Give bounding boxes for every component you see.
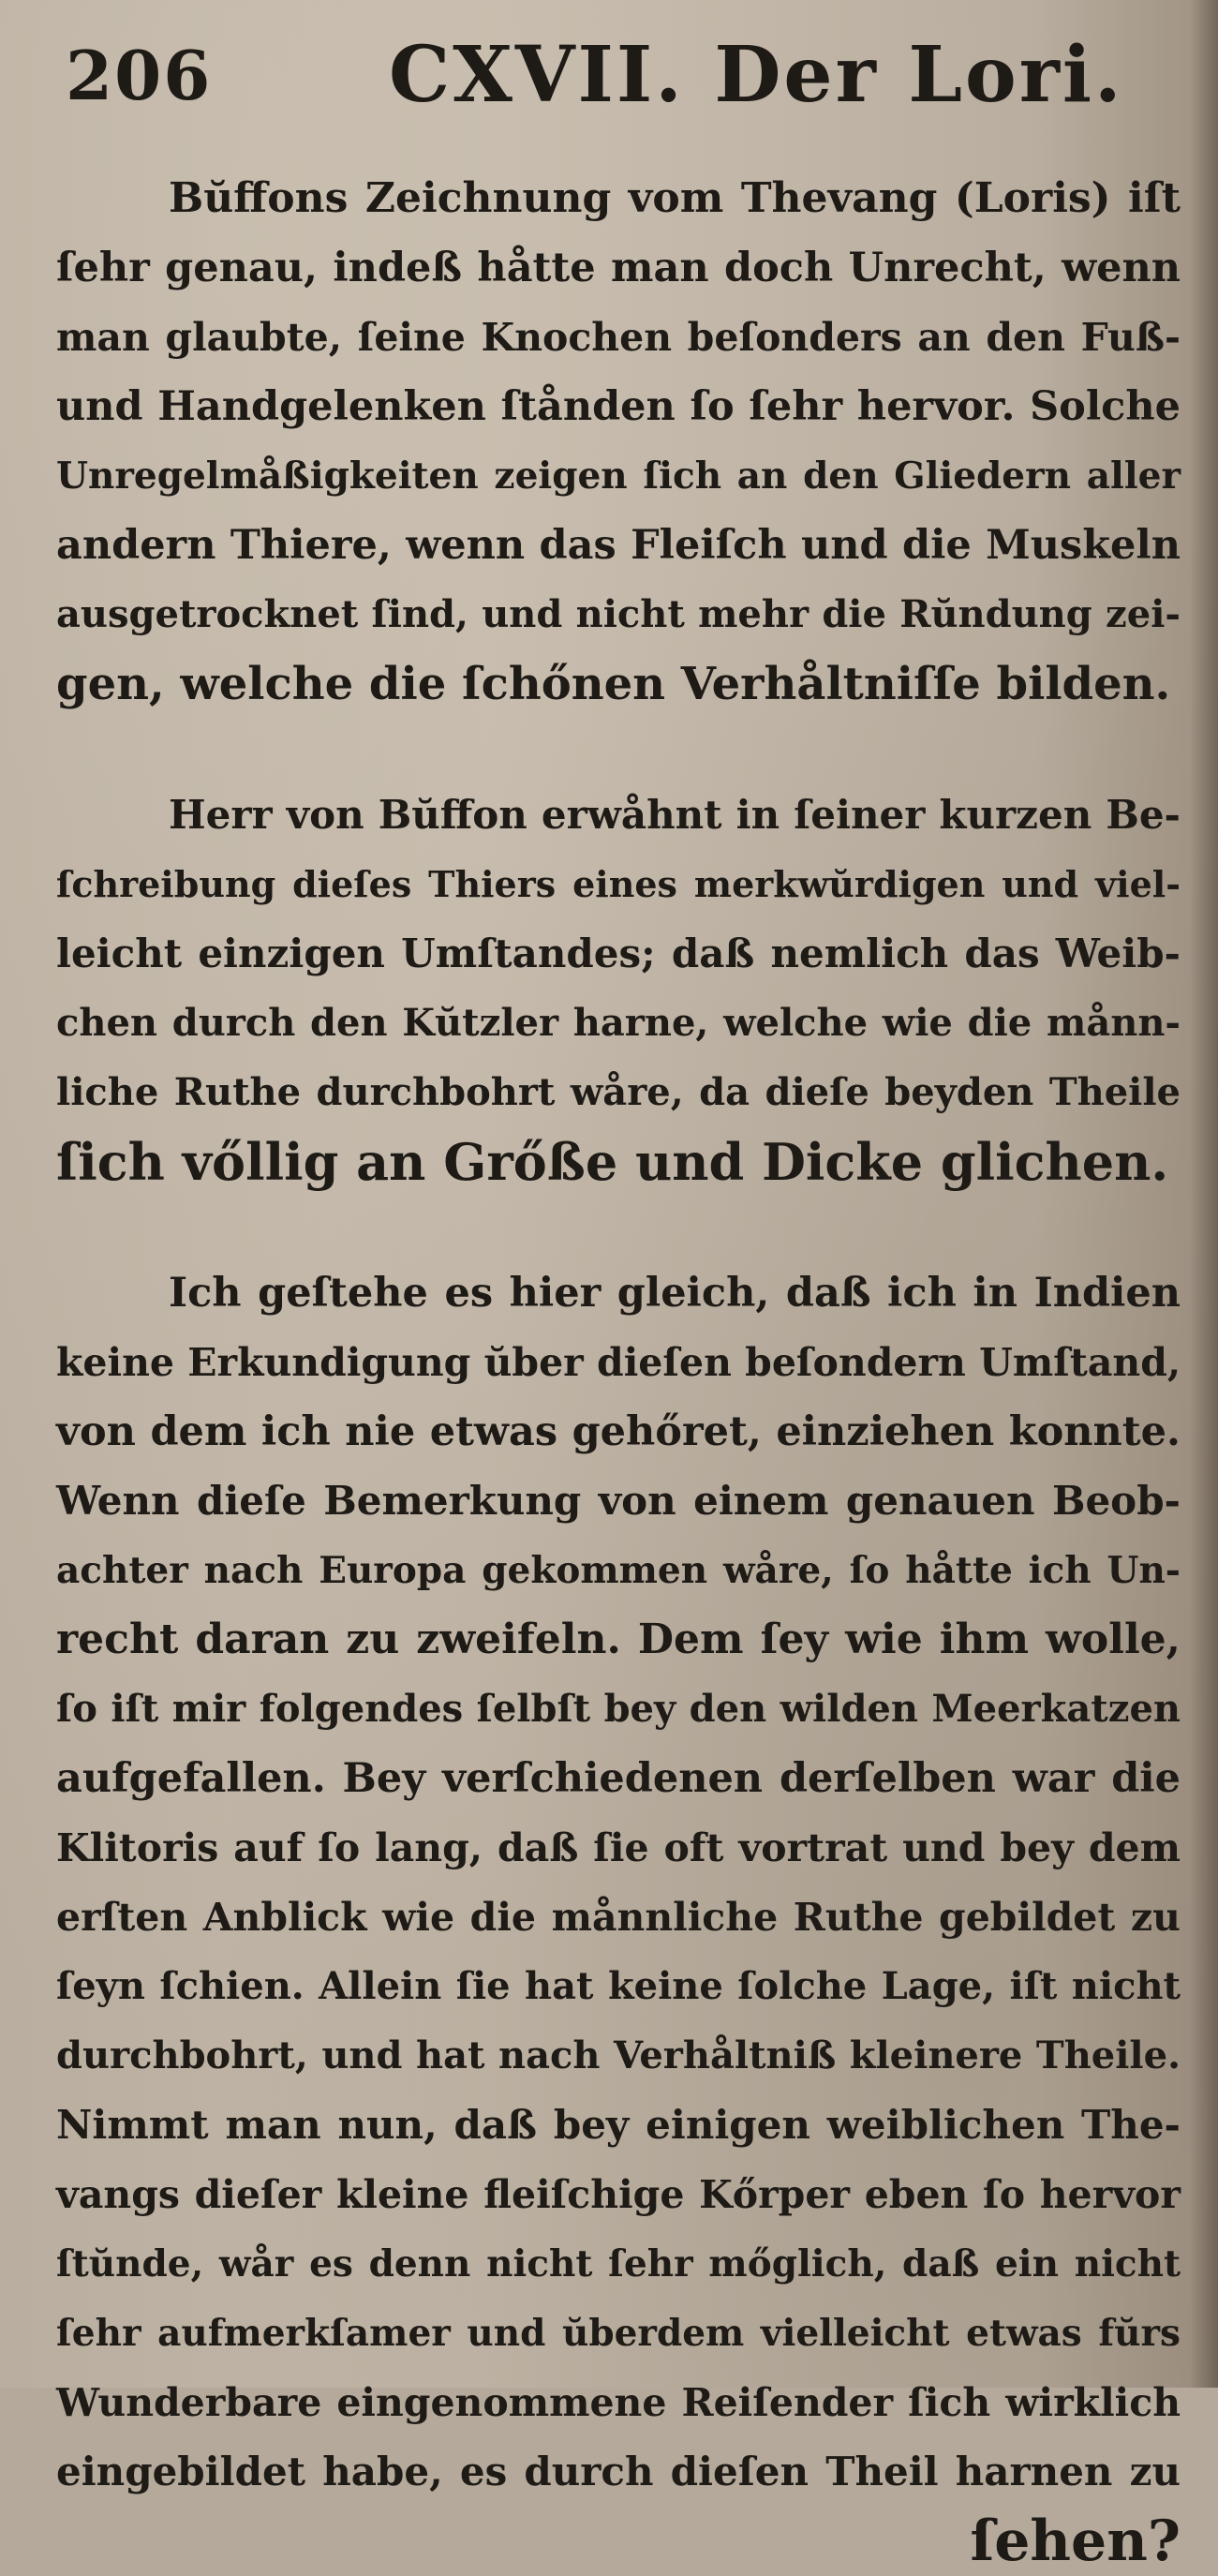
text-line: ſchreibung dieſes Thiers eines merkwŭrdigen und viel-: [56, 863, 1181, 905]
running-head: CXVII. Der Lori.: [389, 30, 1124, 120]
text-line: Nimmt man nun, daß bey einigen weiblichen The-: [56, 2102, 1181, 2148]
text-line: recht daran zu zweifeln. Dem ſey wie ihm wolle,: [56, 1616, 1181, 1663]
text-line: gen, welche die ſchőnen Verhåltniſſe bilden.: [56, 658, 1171, 710]
text-line: Ich geſtehe es hier gleich, daß ich in Indien: [169, 1270, 1181, 1317]
text-line: ſo iſt mir folgendes ſelbſt bey den wilden Meerkatzen: [56, 1687, 1181, 1731]
body-text: [56, 164, 1181, 2576]
text-line: Unregelmåßigkeiten zeigen ſich an den Gliedern aller: [56, 454, 1181, 498]
text-line: man glaubte, ſeine Knochen beſonders an den Fuß-: [56, 315, 1181, 360]
text-line: aufgefallen. Bey verſchiedenen derſelben war die: [56, 1755, 1181, 1802]
text-line: keine Erkundigung ŭber dieſen beſondern Umſtand,: [56, 1340, 1181, 1385]
text-line: Bŭffons Zeichnung vom Thevang (Loris) iſt: [169, 174, 1181, 222]
paragraph: [56, 781, 1181, 1197]
text-line: erſten Anblick wie die månnliche Ruthe gebildet zu: [56, 1895, 1181, 1940]
text-line: Wenn dieſe Bemerkung von einem genauen Beob-: [56, 1478, 1181, 1524]
text-line: und Handgelenken ſtånden ſo ſehr hervor. Solche: [56, 383, 1181, 430]
paragraph: [56, 164, 1181, 719]
paragraph-spacer: [56, 1197, 1181, 1258]
text-line: ſeyn ſchien. Allein ſie hat keine ſolche Lage, iſt nicht: [56, 1964, 1181, 2008]
paragraph-spacer: [56, 719, 1181, 781]
page-number: 206: [66, 36, 213, 115]
text-line: eingebildet habe, es durch dieſen Theil harnen zu: [56, 2449, 1181, 2494]
page-header: [66, 26, 1190, 129]
text-line: ſehen?: [970, 2509, 1181, 2574]
text-line: liche Ruthe durchbohrt wåre, da dieſe beyden Theile: [56, 1070, 1181, 1114]
text-line: leicht einzigen Umſtandes; daß nemlich das Weib-: [56, 931, 1181, 976]
text-line: chen durch den Kŭtzler harne, welche wie die månn-: [56, 1001, 1181, 1045]
text-line: ſtŭnde, wår es denn nicht ſehr mőglich, daß ein nicht: [56, 2242, 1181, 2286]
text-line: ſich vőllig an Grőße und Dicke glichen.: [56, 1132, 1169, 1192]
text-line: andern Thiere, wenn das Fleiſch und die Muskeln: [56, 522, 1181, 569]
text-line: vangs dieſer kleine fleiſchige Kőrper eben ſo hervor: [56, 2172, 1181, 2217]
text-line: ſehr genau, indeß håtte man doch Unrecht, wenn: [56, 245, 1181, 291]
text-line: von dem ich nie etwas gehőret, einziehen konnte.: [56, 1408, 1181, 1455]
text-line: achter nach Europa gekommen wåre, ſo håtte ich Un-: [56, 1549, 1181, 1592]
text-line: ausgetrocknet ſind, und nicht mehr die Rŭndung zei-: [56, 592, 1181, 636]
paragraph: [56, 1258, 1181, 2576]
text-line: Herr von Bŭffon erwåhnt in ſeiner kurzen Be-: [169, 792, 1181, 838]
text-line: ſehr aufmerkſamer und ŭberdem vielleicht etwas fŭrs: [56, 2312, 1181, 2355]
text-line: Klitoris auf ſo lang, daß ſie oft vortrat und bey dem: [56, 1825, 1181, 1870]
text-line: Wunderbare eingenommene Reiſender ſich wirklich: [56, 2380, 1181, 2425]
text-line: durchbohrt, und hat nach Verhåltniß kleinere Theile.: [56, 2033, 1181, 2077]
